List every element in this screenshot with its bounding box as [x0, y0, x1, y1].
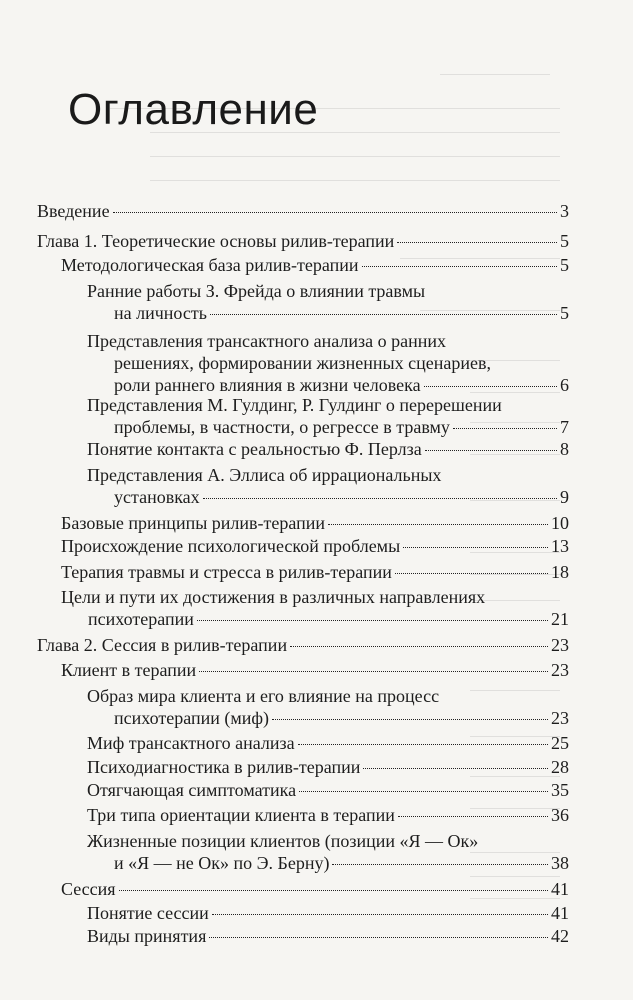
- toc-entry[interactable]: [87, 779, 569, 801]
- toc-page-number: 7: [560, 417, 569, 437]
- toc-entry-title: Терапия травмы и стресса в рилив-терапии: [61, 562, 392, 582]
- toc-entry-title: Глава 2. Сессия в рилив-терапии: [37, 635, 288, 655]
- toc-entry[interactable]: [87, 685, 569, 729]
- toc-page-number: 36: [551, 805, 569, 825]
- toc-entry-title: Понятие контакта с реальностью Ф. Перлза: [87, 439, 422, 459]
- leader-dots: [119, 890, 548, 891]
- toc-entry[interactable]: [87, 732, 569, 754]
- toc-entry-title-cont: на личность: [114, 303, 207, 323]
- toc-entry[interactable]: [87, 464, 569, 508]
- toc-page-number: 10: [551, 513, 569, 533]
- toc-entry[interactable]: [61, 535, 569, 557]
- toc-entry-title: Представления трансактного анализа о ранних: [87, 331, 446, 351]
- toc-page-number: 35: [551, 780, 569, 800]
- toc-page-number: 25: [551, 733, 569, 753]
- toc-entry-title: Психодиагностика в рилив-терапии: [87, 757, 361, 777]
- toc-entry[interactable]: [87, 394, 569, 438]
- leader-dots: [199, 671, 548, 672]
- leader-dots: [395, 573, 548, 574]
- toc-page-number: 3: [560, 201, 569, 221]
- toc-entry-title: Виды принятия: [87, 926, 207, 946]
- toc-entry-title-cont: проблемы, в частности, о регрессе в травму: [114, 417, 450, 437]
- leader-dots: [425, 450, 557, 451]
- leader-dots: [453, 428, 557, 429]
- toc-page-number: 23: [551, 635, 569, 655]
- toc-entry-title-cont: установках: [114, 487, 200, 507]
- toc-entry-title-cont: роли раннего влияния в жизни человека: [114, 375, 421, 395]
- toc-page-number: 21: [551, 609, 569, 629]
- toc-entry-title: Клиент в терапии: [61, 660, 197, 680]
- leader-dots: [298, 744, 548, 745]
- toc-entry-title-cont: и «Я — не Ок» по Э. Берну): [114, 853, 330, 873]
- leader-dots: [403, 547, 548, 548]
- toc-entry-title-cont: решениях, формировании жизненных сценариев,: [114, 353, 491, 373]
- toc-page-number: 42: [551, 926, 569, 946]
- toc-entry[interactable]: [61, 586, 569, 630]
- leader-dots: [398, 816, 548, 817]
- leader-dots: [290, 646, 548, 647]
- toc-entry[interactable]: [87, 280, 569, 324]
- toc-entry-title: Жизненные позиции клиентов (позиции «Я — Ок»: [87, 831, 479, 851]
- toc-page-number: 13: [551, 536, 569, 556]
- leader-dots: [203, 498, 557, 499]
- leader-dots: [272, 719, 548, 720]
- toc-entry-title-cont: психотерапии: [88, 609, 194, 629]
- toc-page-number: 5: [560, 255, 569, 275]
- toc-entry[interactable]: [87, 330, 569, 396]
- toc-page-number: 8: [560, 439, 569, 459]
- leader-dots: [210, 314, 557, 315]
- toc-entry-title: Глава 1. Теоретические основы рилив-терапии: [37, 231, 395, 251]
- toc-page-number: 5: [560, 231, 569, 251]
- toc-page-number: 9: [560, 487, 569, 507]
- toc-page-number: 38: [551, 853, 569, 873]
- toc-entry[interactable]: [37, 230, 569, 252]
- toc-entry-title: Методологическая база рилив-терапии: [61, 255, 359, 275]
- toc-entry[interactable]: [61, 512, 569, 534]
- toc-entry-title: Происхождение психологической проблемы: [61, 536, 401, 556]
- toc-page-number: 28: [551, 757, 569, 777]
- toc-entry[interactable]: [87, 804, 569, 826]
- leader-dots: [397, 242, 557, 243]
- toc-entry-title: Ранние работы З. Фрейда о влиянии травмы: [87, 281, 426, 301]
- toc-entry-title: Понятие сессии: [87, 903, 209, 923]
- leader-dots: [113, 212, 557, 213]
- toc-entry[interactable]: [87, 438, 569, 460]
- toc-entry-title-cont: психотерапии (миф): [114, 708, 270, 728]
- toc-entry[interactable]: [61, 878, 569, 900]
- toc-entry[interactable]: [61, 659, 569, 681]
- toc-page-number: 18: [551, 562, 569, 582]
- toc-entry-title: Три типа ориентации клиента в терапии: [87, 805, 395, 825]
- toc-entry-title: Введение: [37, 201, 110, 221]
- toc-entry-title: Образ мира клиента и его влияние на процесс: [87, 686, 440, 706]
- toc-entry-title: Представления А. Эллиса об иррациональных: [87, 465, 442, 485]
- toc-page-number: 41: [551, 879, 569, 899]
- toc-entry-title: Миф трансактного анализа: [87, 733, 295, 753]
- toc-entry[interactable]: [87, 925, 569, 947]
- toc-entry-title: Отягчающая симптоматика: [87, 780, 297, 800]
- toc-entry[interactable]: [37, 634, 569, 656]
- page-title: Оглавление: [68, 85, 319, 134]
- toc-entry[interactable]: [61, 254, 569, 276]
- leader-dots: [209, 937, 548, 938]
- leader-dots: [362, 266, 557, 267]
- leader-dots: [197, 620, 548, 621]
- toc-page-number: 6: [560, 375, 569, 395]
- leader-dots: [363, 768, 548, 769]
- toc-page-number: 23: [551, 660, 569, 680]
- toc-entry-title: Базовые принципы рилив-терапии: [61, 513, 326, 533]
- leader-dots: [212, 914, 548, 915]
- toc-entry[interactable]: [87, 902, 569, 924]
- toc-entry-title: Представления М. Гулдинг, Р. Гулдинг о перерешении: [87, 395, 502, 415]
- toc-entry[interactable]: [87, 830, 569, 874]
- leader-dots: [424, 386, 557, 387]
- leader-dots: [299, 791, 548, 792]
- toc-page-number: 23: [551, 708, 569, 728]
- toc-entry[interactable]: [87, 756, 569, 778]
- toc-entry-title: Цели и пути их достижения в различных направлениях: [61, 587, 486, 607]
- toc-entry[interactable]: [37, 200, 569, 222]
- toc-entry-title: Сессия: [61, 879, 116, 899]
- toc-page-number: 41: [551, 903, 569, 923]
- leader-dots: [328, 524, 548, 525]
- leader-dots: [332, 864, 548, 865]
- toc-entry[interactable]: [61, 561, 569, 583]
- toc-page-number: 5: [560, 303, 569, 323]
